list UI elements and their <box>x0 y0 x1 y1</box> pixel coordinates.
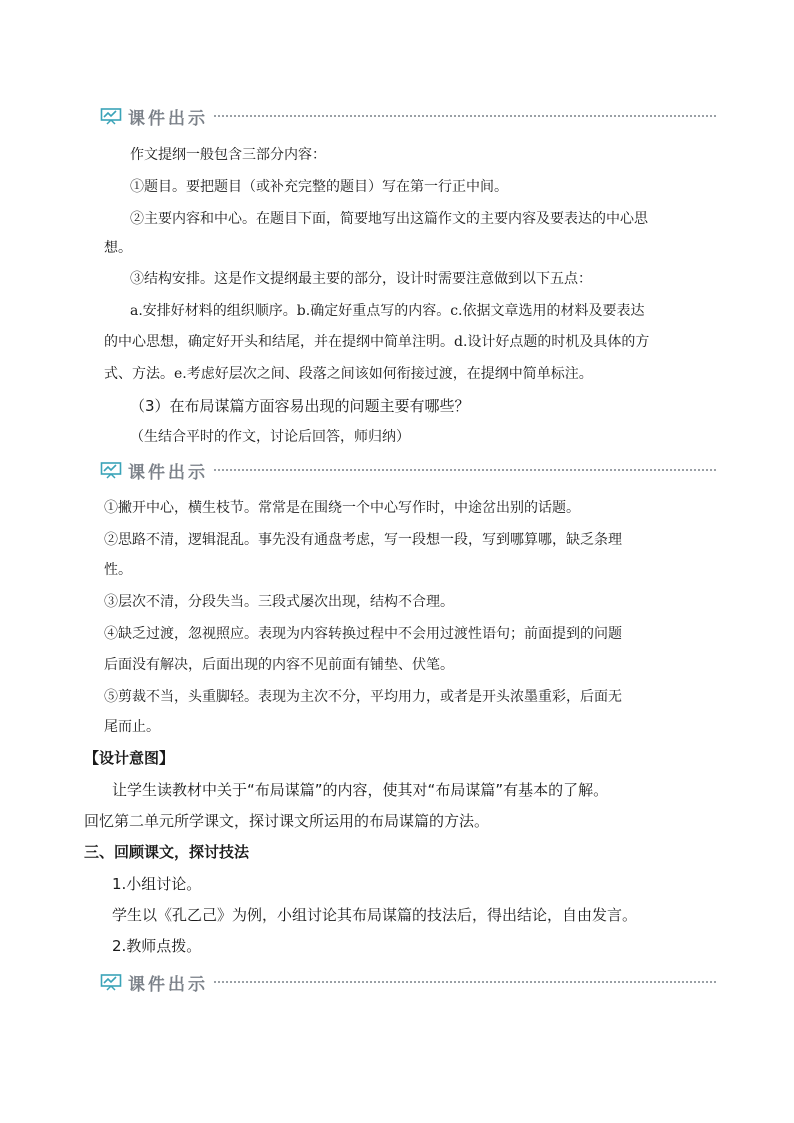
paragraph: ④缺乏过渡，忽视照应。表现为内容转换过程中不会用过渡性语句；前面提到的问题 <box>104 626 622 642</box>
paragraph: 尾而止。 <box>104 719 160 735</box>
paragraph: 作文提纲一般包含三部分内容： <box>130 147 326 163</box>
paragraph: 式、方法。e.考虑好层次之间、段落之间该如何衔接过渡，在提纲中简单标注。 <box>104 366 593 382</box>
question: （3）在布局谋篇方面容易出现的问题主要有哪些？ <box>130 397 470 415</box>
dotted-divider <box>214 115 716 117</box>
presentation-board-icon <box>100 461 122 479</box>
header-title: 课件出示 <box>128 462 208 483</box>
courseware-header <box>100 104 716 128</box>
paragraph: a.安排好材料的组织顺序。b.确定好重点写的内容。c.依据文章选用的材料及要表达 <box>130 303 645 319</box>
paragraph: 回忆第二单元所学课文，探讨课文所运用的布局谋篇的方法。 <box>84 812 490 830</box>
paragraph: ①撇开中心，横生枝节。常常是在围绕一个中心写作时，中途岔出别的话题。 <box>104 500 580 516</box>
paragraph: ③结构安排。这是作文提纲最主要的部分，设计时需要注意做到以下五点： <box>130 271 592 287</box>
header-title: 课件出示 <box>128 974 208 995</box>
paragraph: 学生以《孔乙己》为例，小组讨论其布局谋篇的技法后，得出结论，自由发言。 <box>112 906 638 924</box>
presentation-board-icon <box>100 973 122 991</box>
paragraph: 想。 <box>104 240 132 256</box>
section-heading: 三、回顾课文，探讨技法 <box>84 843 250 861</box>
paragraph: 性。 <box>104 562 132 578</box>
design-intent-heading: 【设计意图】 <box>84 749 175 767</box>
dotted-divider <box>214 981 716 983</box>
paragraph: ①题目。要把题目（或补充完整的题目）写在第一行正中间。 <box>130 179 508 195</box>
paragraph: ⑤剪裁不当，头重脚轻。表现为主次不分，平均用力，或者是开头浓墨重彩，后面无 <box>104 689 622 705</box>
paragraph: ③层次不清，分段失当。三段式屡次出现，结构不合理。 <box>104 594 454 610</box>
presentation-board-icon <box>100 107 122 125</box>
courseware-header <box>100 458 716 482</box>
header-title: 课件出示 <box>128 108 208 129</box>
paragraph: ②思路不清，逻辑混乱。事先没有通盘考虑，写一段想一段，写到哪算哪，缺乏条理 <box>104 532 622 548</box>
paragraph: 的中心思想，确定好开头和结尾，并在提纲中简单注明。d.设计好点题的时机及具体的方 <box>104 334 650 350</box>
courseware-header <box>100 970 716 994</box>
dotted-divider <box>214 469 716 471</box>
paragraph: 后面没有解决，后面出现的内容不见前面有铺垫、伏笔。 <box>104 657 454 673</box>
paragraph: 2.教师点拨。 <box>112 937 202 955</box>
paragraph: ②主要内容和中心。在题目下面，简要地写出这篇作文的主要内容及要表达的中心思 <box>130 211 648 227</box>
paragraph: 1.小组讨论。 <box>112 875 202 893</box>
paragraph: 让学生读教材中关于“布局谋篇”的内容，使其对“布局谋篇”有基本的了解。 <box>112 781 609 799</box>
question-note: （生结合平时的作文，讨论后回答，师归纳） <box>130 429 410 445</box>
